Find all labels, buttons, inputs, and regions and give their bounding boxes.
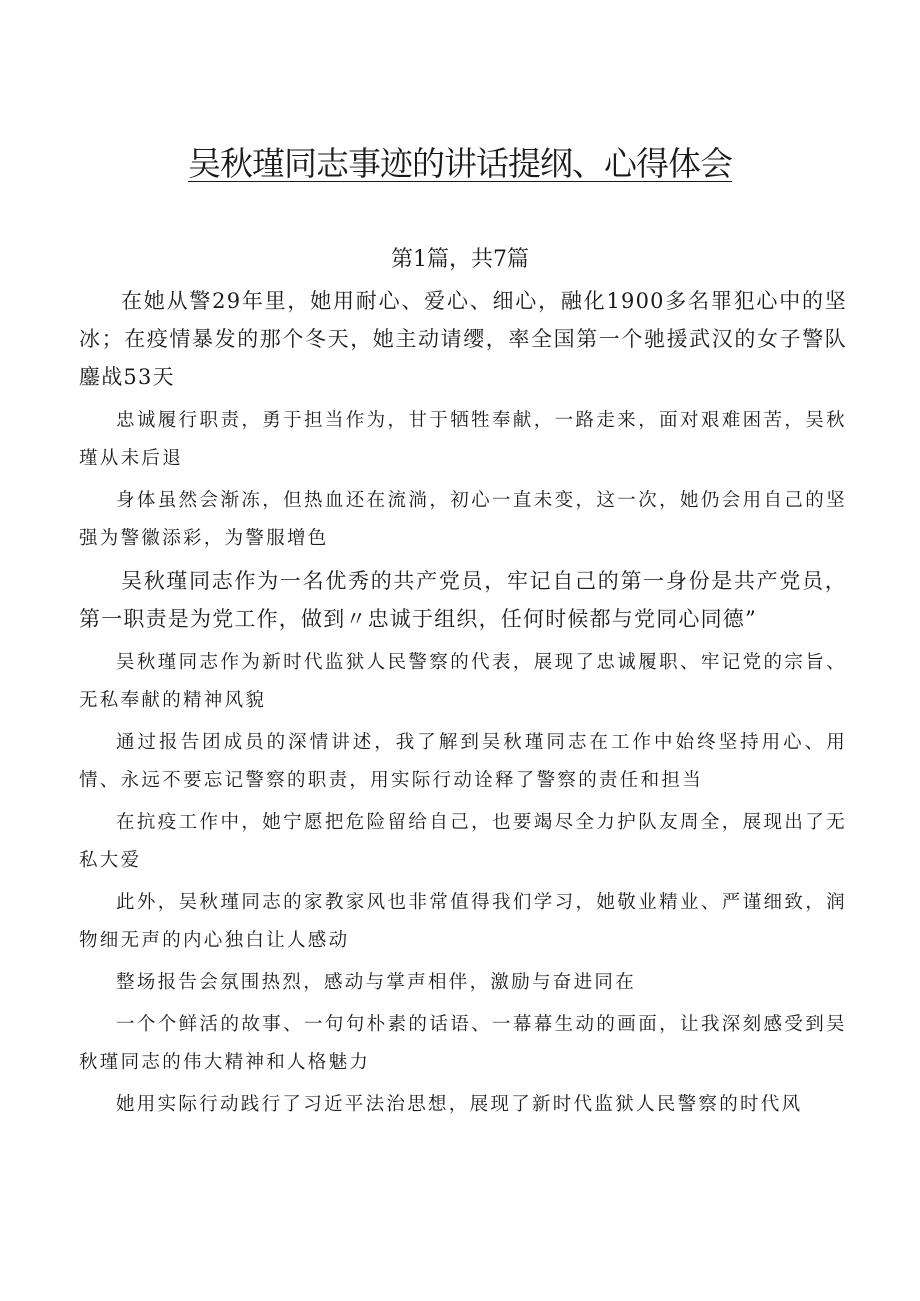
section-heading: 第1篇，共7篇: [391, 247, 529, 272]
paragraph: 吴秋瑾同志作为一名优秀的共产党员，牢记自己的第一身份是共产党员，第一职责是为党工作，做到〃忠诚于组织，任何时候都与党同心同德”: [79, 569, 847, 631]
document-body: [79, 282, 847, 1128]
paragraph: 她用实际行动践行了习近平法治思想，展现了新时代监狱人民警察的时代风: [116, 1094, 803, 1115]
paragraph: 一个个鲜活的故事、一句句朴素的话语、一幕幕生动的画面，让我深刻感受到吴秋瑾同志的伟大精神和人格魅力: [79, 1014, 847, 1073]
paragraph: 在抗疫工作中，她宁愿把危险留给自己，也要竭尽全力护队友周全，展现出了无私大爱: [79, 812, 847, 871]
paragraph: 忠诚履行职责，勇于担当作为，甘于牺牲奉献，一路走来，面对艰难困苦，吴秋瑾从未后退: [79, 410, 847, 469]
paragraph: 整场报告会氛围热烈，感动与掌声相伴，激励与奋进同在: [116, 972, 637, 993]
paragraph: 吴秋瑾同志作为新时代监狱人民警察的代表，展现了忠诚履职、牢记党的宗旨、无私奉献的精神风貌: [79, 652, 847, 711]
paragraph: 在她从警29年里，她用耐心、爱心、细心，融化1900多名罪犯心中的坚冰；在疫情暴发的那个冬天，她主动请缨，率全国第一个驰援武汉的女子警队鏖战53天: [79, 289, 847, 389]
paragraph: 此外，吴秋瑾同志的家教家风也非常值得我们学习，她敬业精业、严谨细致，润物细无声的内心独白让人感动: [79, 892, 847, 951]
paragraph: 通过报告团成员的深情讲述，我了解到吴秋瑾同志在工作中始终坚持用心、用情、永远不要忘记警察的职责，用实际行动诠释了警察的责任和担当: [79, 732, 847, 791]
document-title: 吴秋瑾同志事迹的讲话提纲、心得体会: [188, 144, 732, 183]
paragraph: 身体虽然会渐冻，但热血还在流淌，初心一直未变，这一次，她仍会用自己的坚强为警徽添彩，为警服增色: [79, 490, 847, 549]
